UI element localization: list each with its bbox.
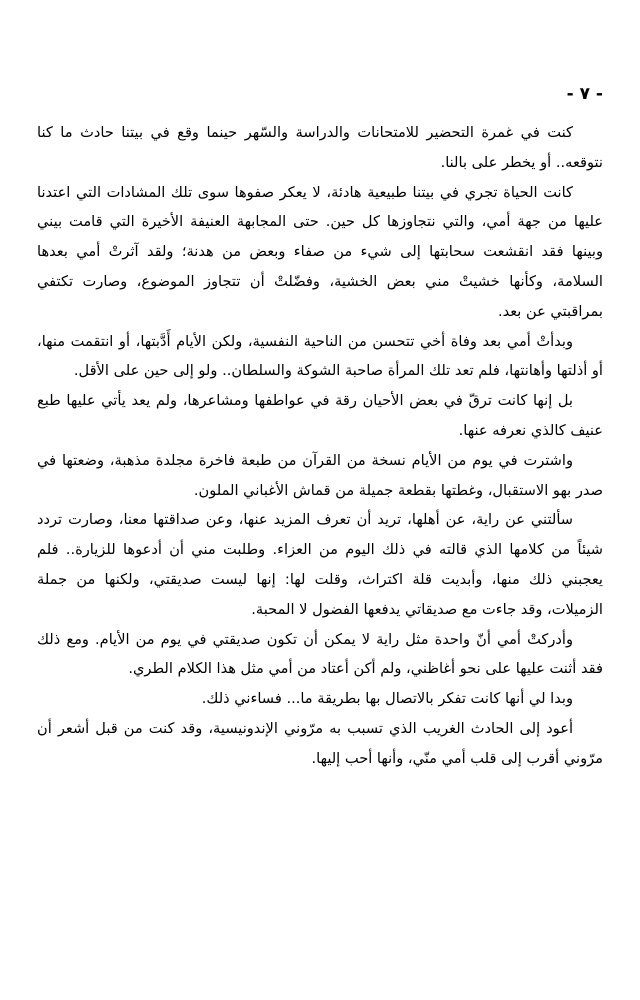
body-text [37,118,603,774]
paragraph-5: واشترت في يوم من الأيام نسخة من القرآن من طبعة فاخرة مجلدة مذهبة، وضعتها في صدر بهو الاستقبال، وغطتها بقطعة جميلة من قماش الأغباني الملون. [37,451,603,499]
paragraph-8: وبدا لي أنها كانت تفكر بالاتصال بها بطريقة ما... فساءني ذلك. [201,690,573,708]
paragraph-9: أعود إلى الحادث الغريب الذي تسبب به مرّوني الإندونيسية، وقد كنت من قبل أشعر أن مرّوني أقرب إلى قلب أمي منّي، وأنها أحب إليها. [37,719,603,767]
paragraph-1: كنت في غمرة التحضير للامتحانات والدراسة والسّهر حينما وقع في بيتنا حادث ما كنا نتوقعه.. أو يخطر على بالنا. [37,124,603,171]
paragraph-7: وأدركتْ أمي أنّ واحدة مثل راية لا يمكن أن تكون صديقتي في يوم من الأيام. ومع ذلك فقد أثنت عليها على نحو أغاظني، ولم أكن أعتاد من أمي مثل هذا الكلام الطري. [37,630,603,678]
paragraph-4: بل إنها كانت ترقّ في بعض الأحيان رقة في عواطفها ومشاعرها، ولم يعد يأتي عليها طبع عنيف كالذي نعرفه عنها. [37,392,603,439]
paragraph-2: كانت الحياة تجري في بيتنا طبيعية هادئة، لا يعكر صفوها سوى تلك المشادات التي اعتدنا عليها من جهة أمي، والتي نتجاوزها كل حين. حتى المجابهة العنيفة الأخيرة التي قامت بيني وبينها فقد انقشعت سحابتها إلى شيء من صفاء وبعض من هدنة؛ ولقد آثرتْ أمي بعدها السلامة، وكأنها خشيتْ مني بعض الخشية، وفضّلتْ أن تتجاوز الموضوع، وصارت تكتفي بمراقبتي عن بعد. [37,183,603,320]
page-number: - ٧ - [566,84,603,104]
paragraph-3: وبدأتْ أمي بعد وفاة أخي تتحسن من الناحية النفسية، ولكن الأيام أَدَّبتها، أو انتقمت منها، أو أذلتها وأهانتها، فلم تعد تلك المرأة صاحبة الشوكة والسلطان.. ولو إلى حين على الأقل. [37,332,603,380]
paragraph-6: سألتني عن راية، عن أهلها، تريد أن تعرف المزيد عنها، وعن صداقتها معنا، وصارت تردد شيئاً من كلامها الذي قالته في ذلك اليوم من العزاء. وطلبت مني أن أدعوها للزيارة.. فلم يعجبني ذلك منها، وأبديت قلة اكتراث، وقلت لها: إنها ليست صديقتي، ولكنها من جملة الزميلات، وقد جاءت مع صديقاتي يدفعها الفضول لا المحبة. [37,511,603,618]
